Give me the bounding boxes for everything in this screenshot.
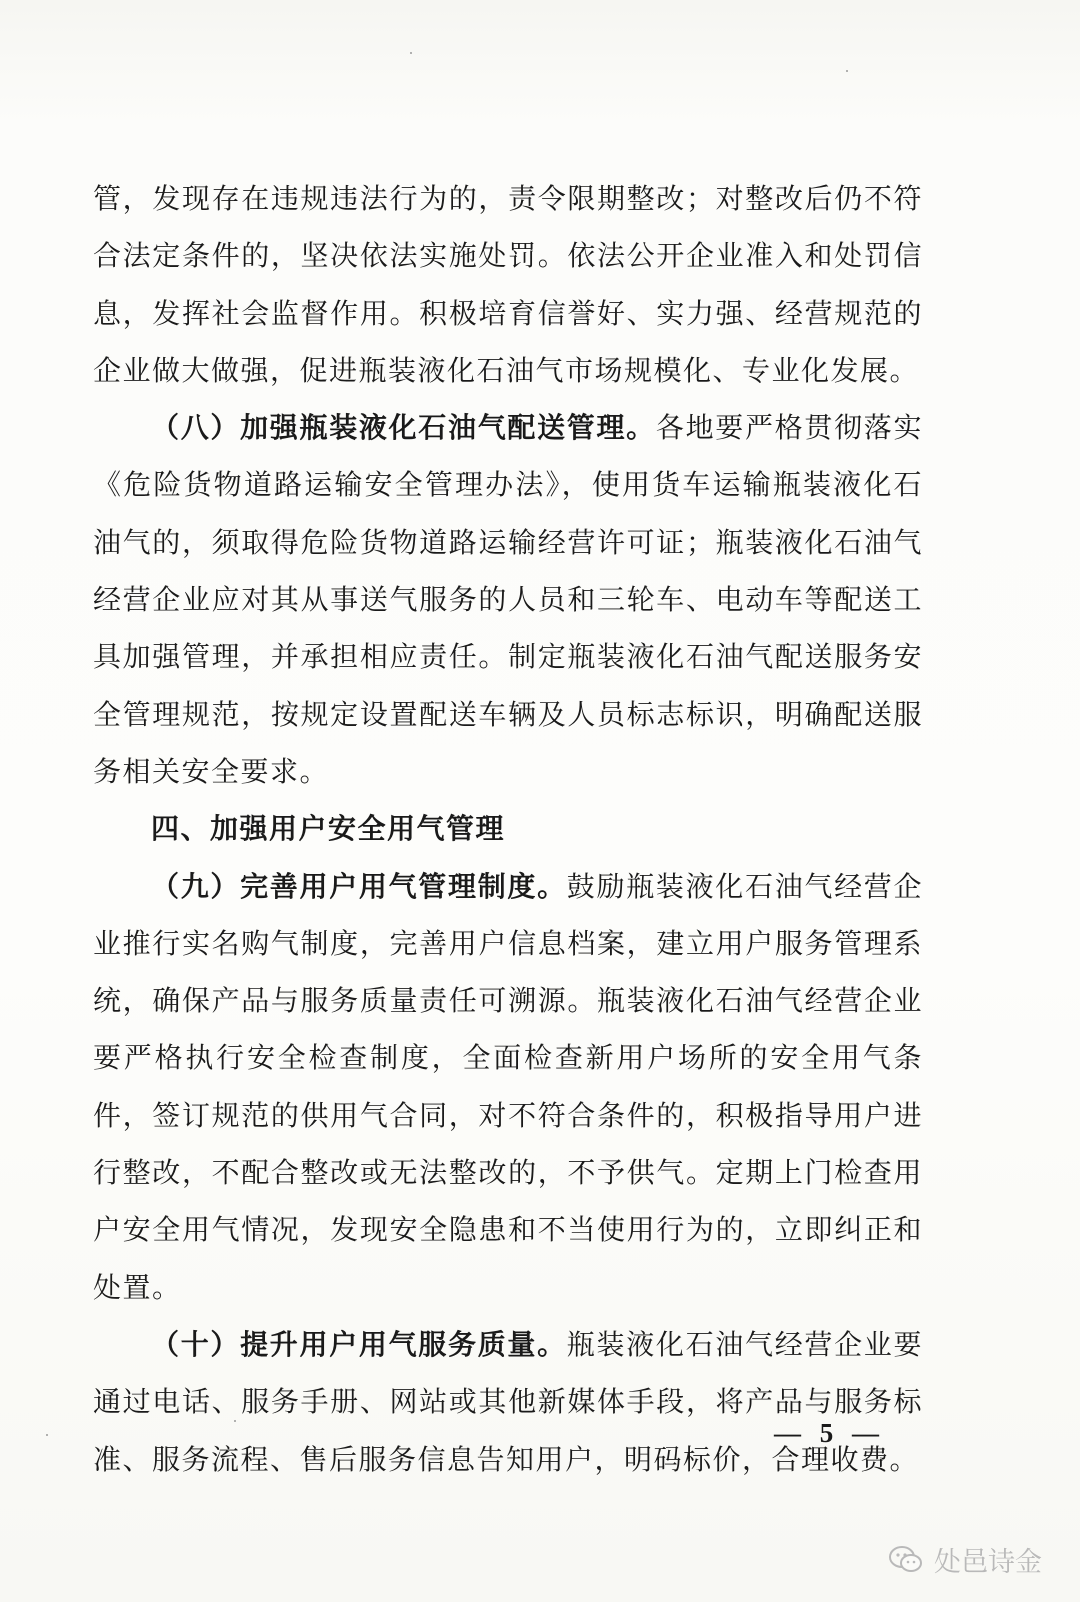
- paragraph-lead: （十）提升用户用气服务质量。: [151, 1327, 567, 1361]
- paragraph-lead: （九）完善用户用气管理制度。: [151, 869, 567, 903]
- paragraph-lead: （八）加强瓶装液化石油气配送管理。: [151, 411, 656, 445]
- paragraph-text: 鼓励瓶装液化石油气经营企业推行实名购气制度，完善用户信息档案，建立用户服务管理系统，确保产品与服务质量责任可溯源。瓶装液化石油气经营企业要严格执行安全检查制度，全面检查新用户场所的安全用气条件，签订规范的供用气合同，对不符合条件的，积极指导用户进行整改，不配合整改或无法整改的，不予供气。定期上门检查用户安全用气情况，发现安全隐患和不当使用行为的，立即纠正和处置。: [93, 869, 923, 1304]
- watermark-text: 处邑诗金: [934, 1547, 1042, 1578]
- body-text: [93, 170, 923, 1488]
- scan-speck: [46, 1434, 48, 1436]
- paragraph-continuation: [93, 170, 923, 399]
- paragraph-service-quality: [93, 1316, 923, 1488]
- page-number: — 5 —: [774, 1418, 885, 1448]
- scan-speck: [410, 52, 412, 54]
- paragraph-text: 瓶装液化石油气经营企业要通过电话、服务手册、网站或其他新媒体手段，将产品与服务标准、服务流程、售后服务信息告知用户，明码标价，合理收费。: [93, 1327, 923, 1476]
- paragraph-text: 管，发现存在违规违法行为的，责令限期整改；对整改后仍不符合法定条件的，坚决依法实施处罚。依法公开企业准入和处罚信息，发挥社会监督作用。积极培育信誉好、实力强、经营规范的企业做大做强，促进瓶装液化石油气市场规模化、专业化发展。: [93, 182, 923, 387]
- section-heading: 四、加强用户安全用气管理: [151, 812, 506, 846]
- wechat-icon: [888, 1545, 924, 1575]
- paragraph-text: 各地要严格贯彻落实《危险货物道路运输安全管理办法》，使用货车运输瓶装液化石油气的，须取得危险货物道路运输经营许可证；瓶装液化石油气经营企业应对其从事送气服务的人员和三轮车、电动车等配送工具加强管理，并承担相应责任。制定瓶装液化石油气配送服务安全管理规范，按规定设置配送车辆及人员标志标识，明确配送服务相关安全要求。: [93, 411, 923, 788]
- paragraph-delivery-management: [93, 399, 923, 800]
- scan-speck: [846, 70, 848, 72]
- paragraph-user-management: [93, 858, 923, 1316]
- watermark: [888, 1540, 1042, 1579]
